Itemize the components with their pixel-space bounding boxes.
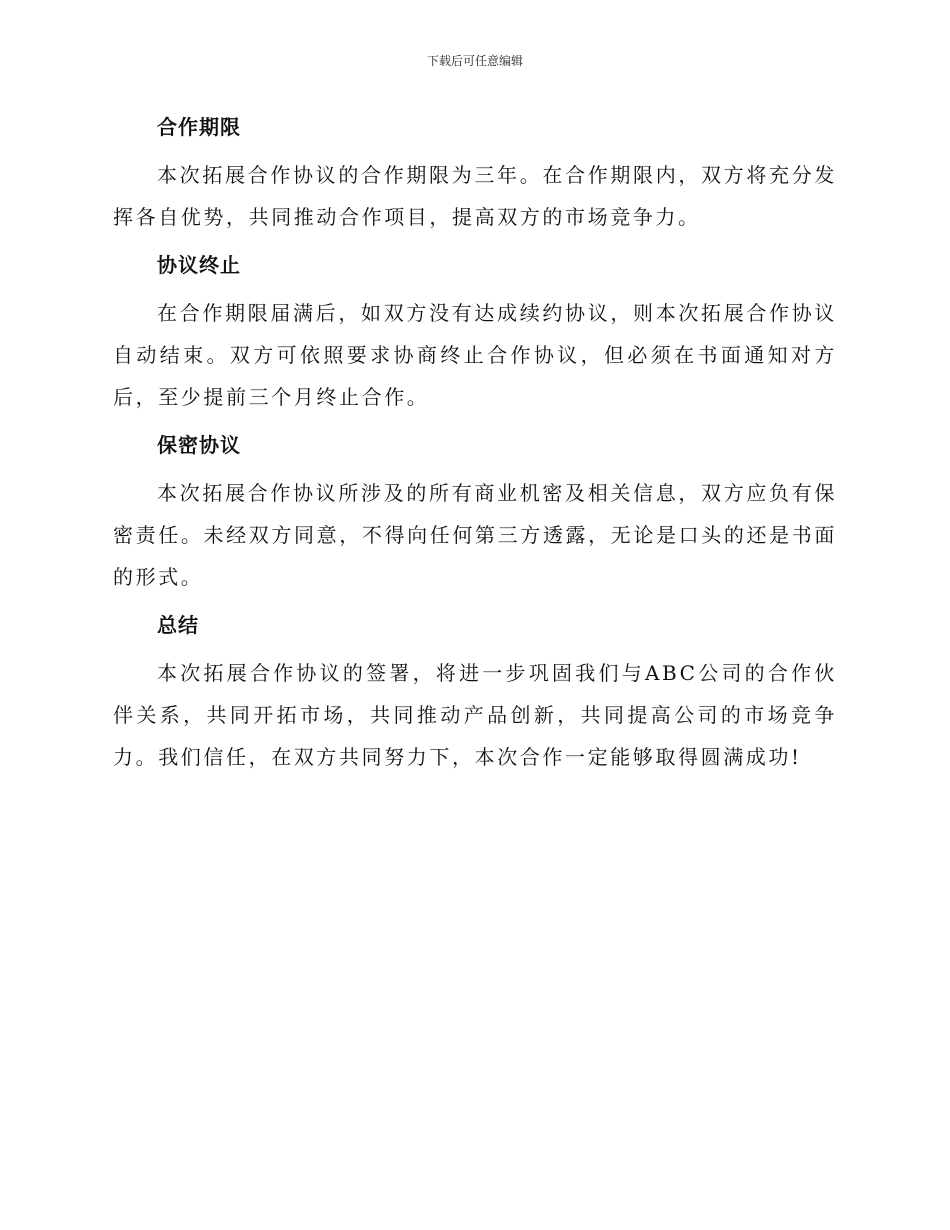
section-heading-agreement-termination: 协议终止 [157, 253, 241, 277]
section-heading-confidentiality: 保密协议 [157, 433, 241, 457]
page-header-note: 下载后可任意编辑 [426, 54, 523, 68]
section-paragraph-confidentiality: 本次拓展合作协议所涉及的所有商业机密及相关信息，双方应负有保密责任。未经双方同意，不得向任何第三方透露，无论是口头的还是书面的形式。 [113, 481, 837, 589]
section-heading-summary: 总结 [157, 613, 199, 637]
section-paragraph-agreement-termination: 在合作期限届满后，如双方没有达成续约协议，则本次拓展合作协议自动结束。双方可依照要求协商终止合作协议，但必须在书面通知对方后，至少提前三个月终止合作。 [113, 301, 837, 409]
section-paragraph-cooperation-term: 本次拓展合作协议的合作期限为三年。在合作期限内，双方将充分发挥各自优势，共同推动合作项目，提高双方的市场竞争力。 [113, 163, 837, 229]
document-body [113, 108, 837, 786]
section-heading-cooperation-term: 合作期限 [157, 115, 241, 139]
section-paragraph-summary: 本次拓展合作协议的签署，将进一步巩固我们与ABC公司的合作伙伴关系，共同开拓市场，共同推动产品创新，共同提高公司的市场竞争力。我们信任，在双方共同努力下，本次合作一定能够取得圆满成功! [113, 661, 837, 769]
